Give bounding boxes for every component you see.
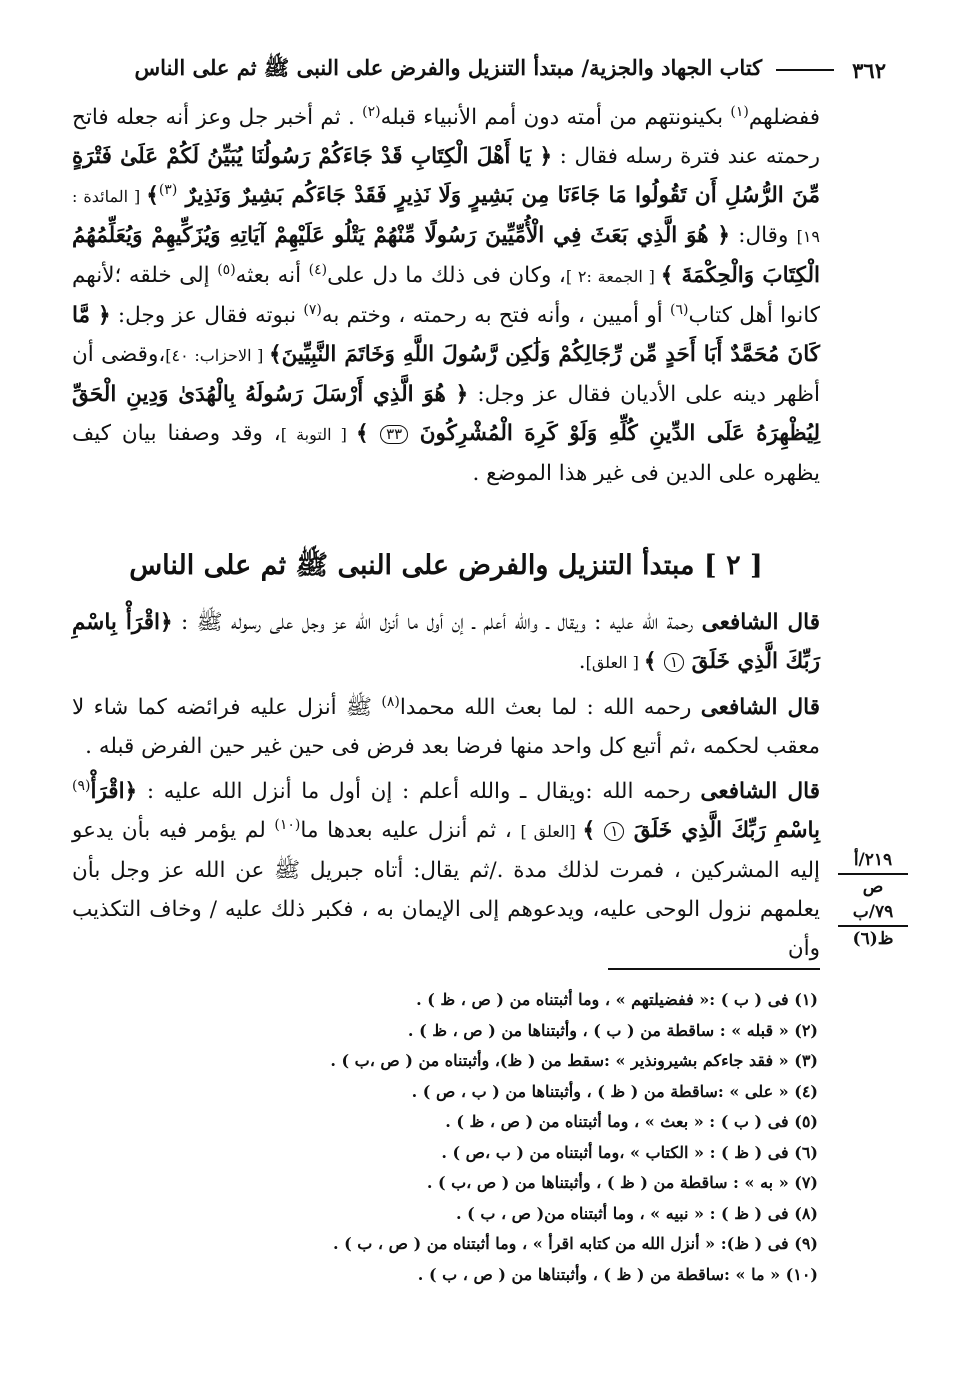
footnotes [250, 985, 818, 1290]
text-run: أو أميين ، وأنه فتح به رحمته ، وختم به [321, 303, 670, 328]
text-run: إلى خلقه ؛لأنهم كانوا أهل كتاب [72, 263, 820, 328]
verse-close: ﴾ [582, 818, 605, 843]
verse-reference: [ العلق] [585, 653, 644, 672]
quran-verse: ﴿ يَا أَهْلَ الْكِتَابِ قَدْ جَاءَكُمْ رَسُولُنَا يُبَيِّنُ لَكُمْ عَلَىٰ فَتْرَةٍ مِّنَ الرُّسُلِ أَن تَقُولُوا مَا جَاءَنَا مِن بَشِيرٍ وَلَا نَذِيرٍ فَقَدْ جَاءَكُم بَشِيرٌ وَنَذِيرٌ [72, 144, 820, 208]
paragraph [72, 603, 820, 682]
footnote: (٧) « به » : ساقطة من ( ظ ) ، وأثبتناها من ( ص ،ب ) . [426, 1173, 818, 1192]
footnote: (٥) فى ( ب ) : « بعث » ، وما أثبتناه من ( ص ، ظ ) . [445, 1112, 818, 1131]
paragraph [72, 772, 820, 968]
verse-close: ﴾ [355, 421, 381, 446]
footnote-ref-6: (٦) [669, 301, 689, 318]
footnote-ref-1: (١) [730, 103, 749, 120]
quran-verse: ﴿اقْرَأْ بِاسْمِ رَبِّكَ الَّذِي خَلَقَ [72, 610, 820, 674]
verse-reference: [ الجمعة :٢ ] [565, 267, 661, 286]
text-run: ، وكان فى ذلك ما دل على [327, 263, 566, 288]
verse-number: ٣٣ [380, 425, 408, 444]
footnote-ref-7: (٧) [303, 301, 322, 318]
verse-reference: [العلق ] [520, 822, 583, 841]
verse-number: ١ [604, 822, 624, 841]
quran-verse: ﴿ هُوَ الَّذِي أَرْسَلَ رَسُولَهُ بِالْهُدَىٰ وَدِينِ الْحَقِّ لِيُظْهِرَهُ عَلَى الدِّينِ كُلِّهِ وَلَوْ كَرِهَ الْمُشْرِكُونَ [72, 382, 820, 446]
text-run: رحمه الله : لما بعث الله محمدا [399, 695, 701, 720]
text-run: رحمة الله عليه : ويقال ـ والله أعلم ـ إن أول ما أنزل الله عز وجل على رسوله ﷺ : [172, 610, 702, 635]
running-title: كتاب الجهاد والجزية/ مبتدأ التنزيل والفرض على النبى ﷺ ثم على الناس [134, 54, 763, 80]
speaker: قال الشافعى [701, 610, 820, 635]
text-run: ، ثم أنزل عليه بعدها ما [300, 818, 521, 843]
paragraph [72, 688, 820, 766]
section-heading: [ ٢ ] مبتدأ التنزيل والفرض على النبى ﷺ ثم على الناس [129, 550, 763, 581]
footnote-divider [608, 968, 820, 970]
footnote-ref-5: (٥) [217, 261, 236, 278]
quran-verse: ﴿ هُوَ الَّذِي بَعَثَ فِي الْأُمِّيِّينَ رَسُولًا مِّنْهُمْ يَتْلُو عَلَيْهِمْ آيَاتِهِ وَيُزَكِّيهِمْ وَيُعَلِّمُهُمُ الْكِتَابَ وَالْحِكْمَةَ ﴾ [72, 223, 821, 288]
footnote: (٨) فى ( ظ ) : « نبيه » ، وما أثبتناه من( ص ، ب ) . [456, 1203, 818, 1223]
speaker: قال الشافعى [700, 779, 820, 804]
text-run: رحمه الله :ويقال ـ والله أعلم : إن أول ما أنزل الله عليه : [137, 779, 701, 804]
manuscript-margin-note [838, 848, 908, 952]
running-header [70, 50, 886, 90]
header-rule [776, 69, 834, 71]
intro-paragraph [72, 98, 820, 493]
page-number: ٣٦٢ [852, 57, 886, 83]
footnote: (٦) فى ( ظ ) : « الكتاب » ،وما أثبتناه من ( ب ،ص ) . [441, 1142, 818, 1162]
text-run: . ثم أخبر جل وعز أنه جعله فاتح رحمته عند فترة رسله فقال : [72, 105, 820, 169]
footnote-ref-3: (٣) [158, 181, 178, 198]
footnote: (٤) « على » :ساقطة من ( ظ ) ، وأثبتناها من ( ب ، ص ) . [411, 1081, 818, 1101]
verse-number: ١ [664, 653, 684, 672]
footnote: (٩) فى ( ظ): « أنزل الله من كتابه اقرأ » ، وما أثبتناه من ( ص ، ب ) . [333, 1234, 818, 1253]
footnote: (١) فى ( ب ) :« ففضيلتهم » ، وما أثبتناه من ( ص ، ظ ) . [416, 990, 818, 1009]
footnote: (١٠) « ما » :ساقطة من ( ظ ) ، وأثبتناها من ( ص ، ب ) . [417, 1264, 818, 1284]
text-run: بكينونتهم من أمته دون أمم الأنبياء قبله [380, 105, 731, 130]
text-run: ، وقد وصفنا بيان كيف يظهره على الدين فى غير هذا الموضع . [72, 421, 820, 486]
footnote: (٣) « فقد جاءكم بشيرونذير » :سقط من ( ظ)، وأثبتناه من ( ص ،ب ) . [330, 1051, 818, 1070]
footnote: (٢) « قبله » : ساقطة من ( ب ) ، وأثبتناها من ( ص ، ظ ) . [407, 1020, 818, 1040]
verse-reference: [ التوبة ] [280, 425, 356, 444]
quran-verse: ﴿اقْرَأْ [90, 779, 138, 804]
text-run: وقال: [730, 223, 797, 248]
verse-close: ﴾ [643, 649, 665, 674]
margin-note-line: ظ(٦) [852, 929, 894, 949]
footnote-ref-10: (١٠) [274, 816, 301, 833]
quran-verse: ﴿ مَّا كَانَ مُحَمَّدٌ أَبَا أَحَدٍ مِّن رِّجَالِكُمْ وَلَٰكِن رَّسُولَ اللَّهِ وَخَاتَمَ النَّبِيِّينَ﴾ [72, 303, 821, 367]
margin-note-line: ص [862, 877, 884, 897]
verse-close: ﴾ [146, 183, 159, 208]
text-run: أنه بعثه [235, 263, 309, 288]
margin-note-line: ٢١٩/أ [838, 848, 908, 875]
text-run: . [578, 649, 586, 674]
footnote-ref-9: (٩) [72, 777, 91, 794]
section-body [72, 603, 820, 974]
quran-verse: بِاسْمِ رَبِّكَ الَّذِي خَلَقَ [624, 818, 820, 843]
footnote-ref-2: (٢) [362, 103, 381, 120]
text-run: ففضلهم [748, 105, 820, 130]
text-run: ﷺ أنزل عليه فرائضه كما شاء لا معقب لحكمه ،ثم أتبع كل واحد منها فرضا بعد فرض فى حين غير حين الفرض قبله . [72, 695, 820, 759]
text-run: ،وقضى أن أظهر دينه على الأديان فقال عز وجل: [72, 342, 820, 407]
speaker: قال الشافعى [700, 695, 820, 720]
footnote-ref-8: (٨) [381, 693, 400, 710]
margin-note-line: ٧٩/ب [838, 900, 908, 927]
footnote-ref-4: (٤) [308, 261, 328, 278]
text-run: نبوته فقال عز وجل: [110, 303, 304, 328]
text-run: لم يؤمر فيه بأن يدعو إليه المشركين ، فمرت لذلك مدة ./ثم يقال: أتاه جبريل ﷺ عن الله عز وجل بأن يعلمهم نزول الوحى عليه، ويدعوهم إلى الإيمان به ، فكبر ذلك عليه / وخاف التكذيب وأن [72, 818, 820, 961]
verse-reference: [ الاحزاب: ٤٠] [165, 346, 269, 365]
verse-reference: [ المائدة : ١٩] [72, 187, 821, 246]
